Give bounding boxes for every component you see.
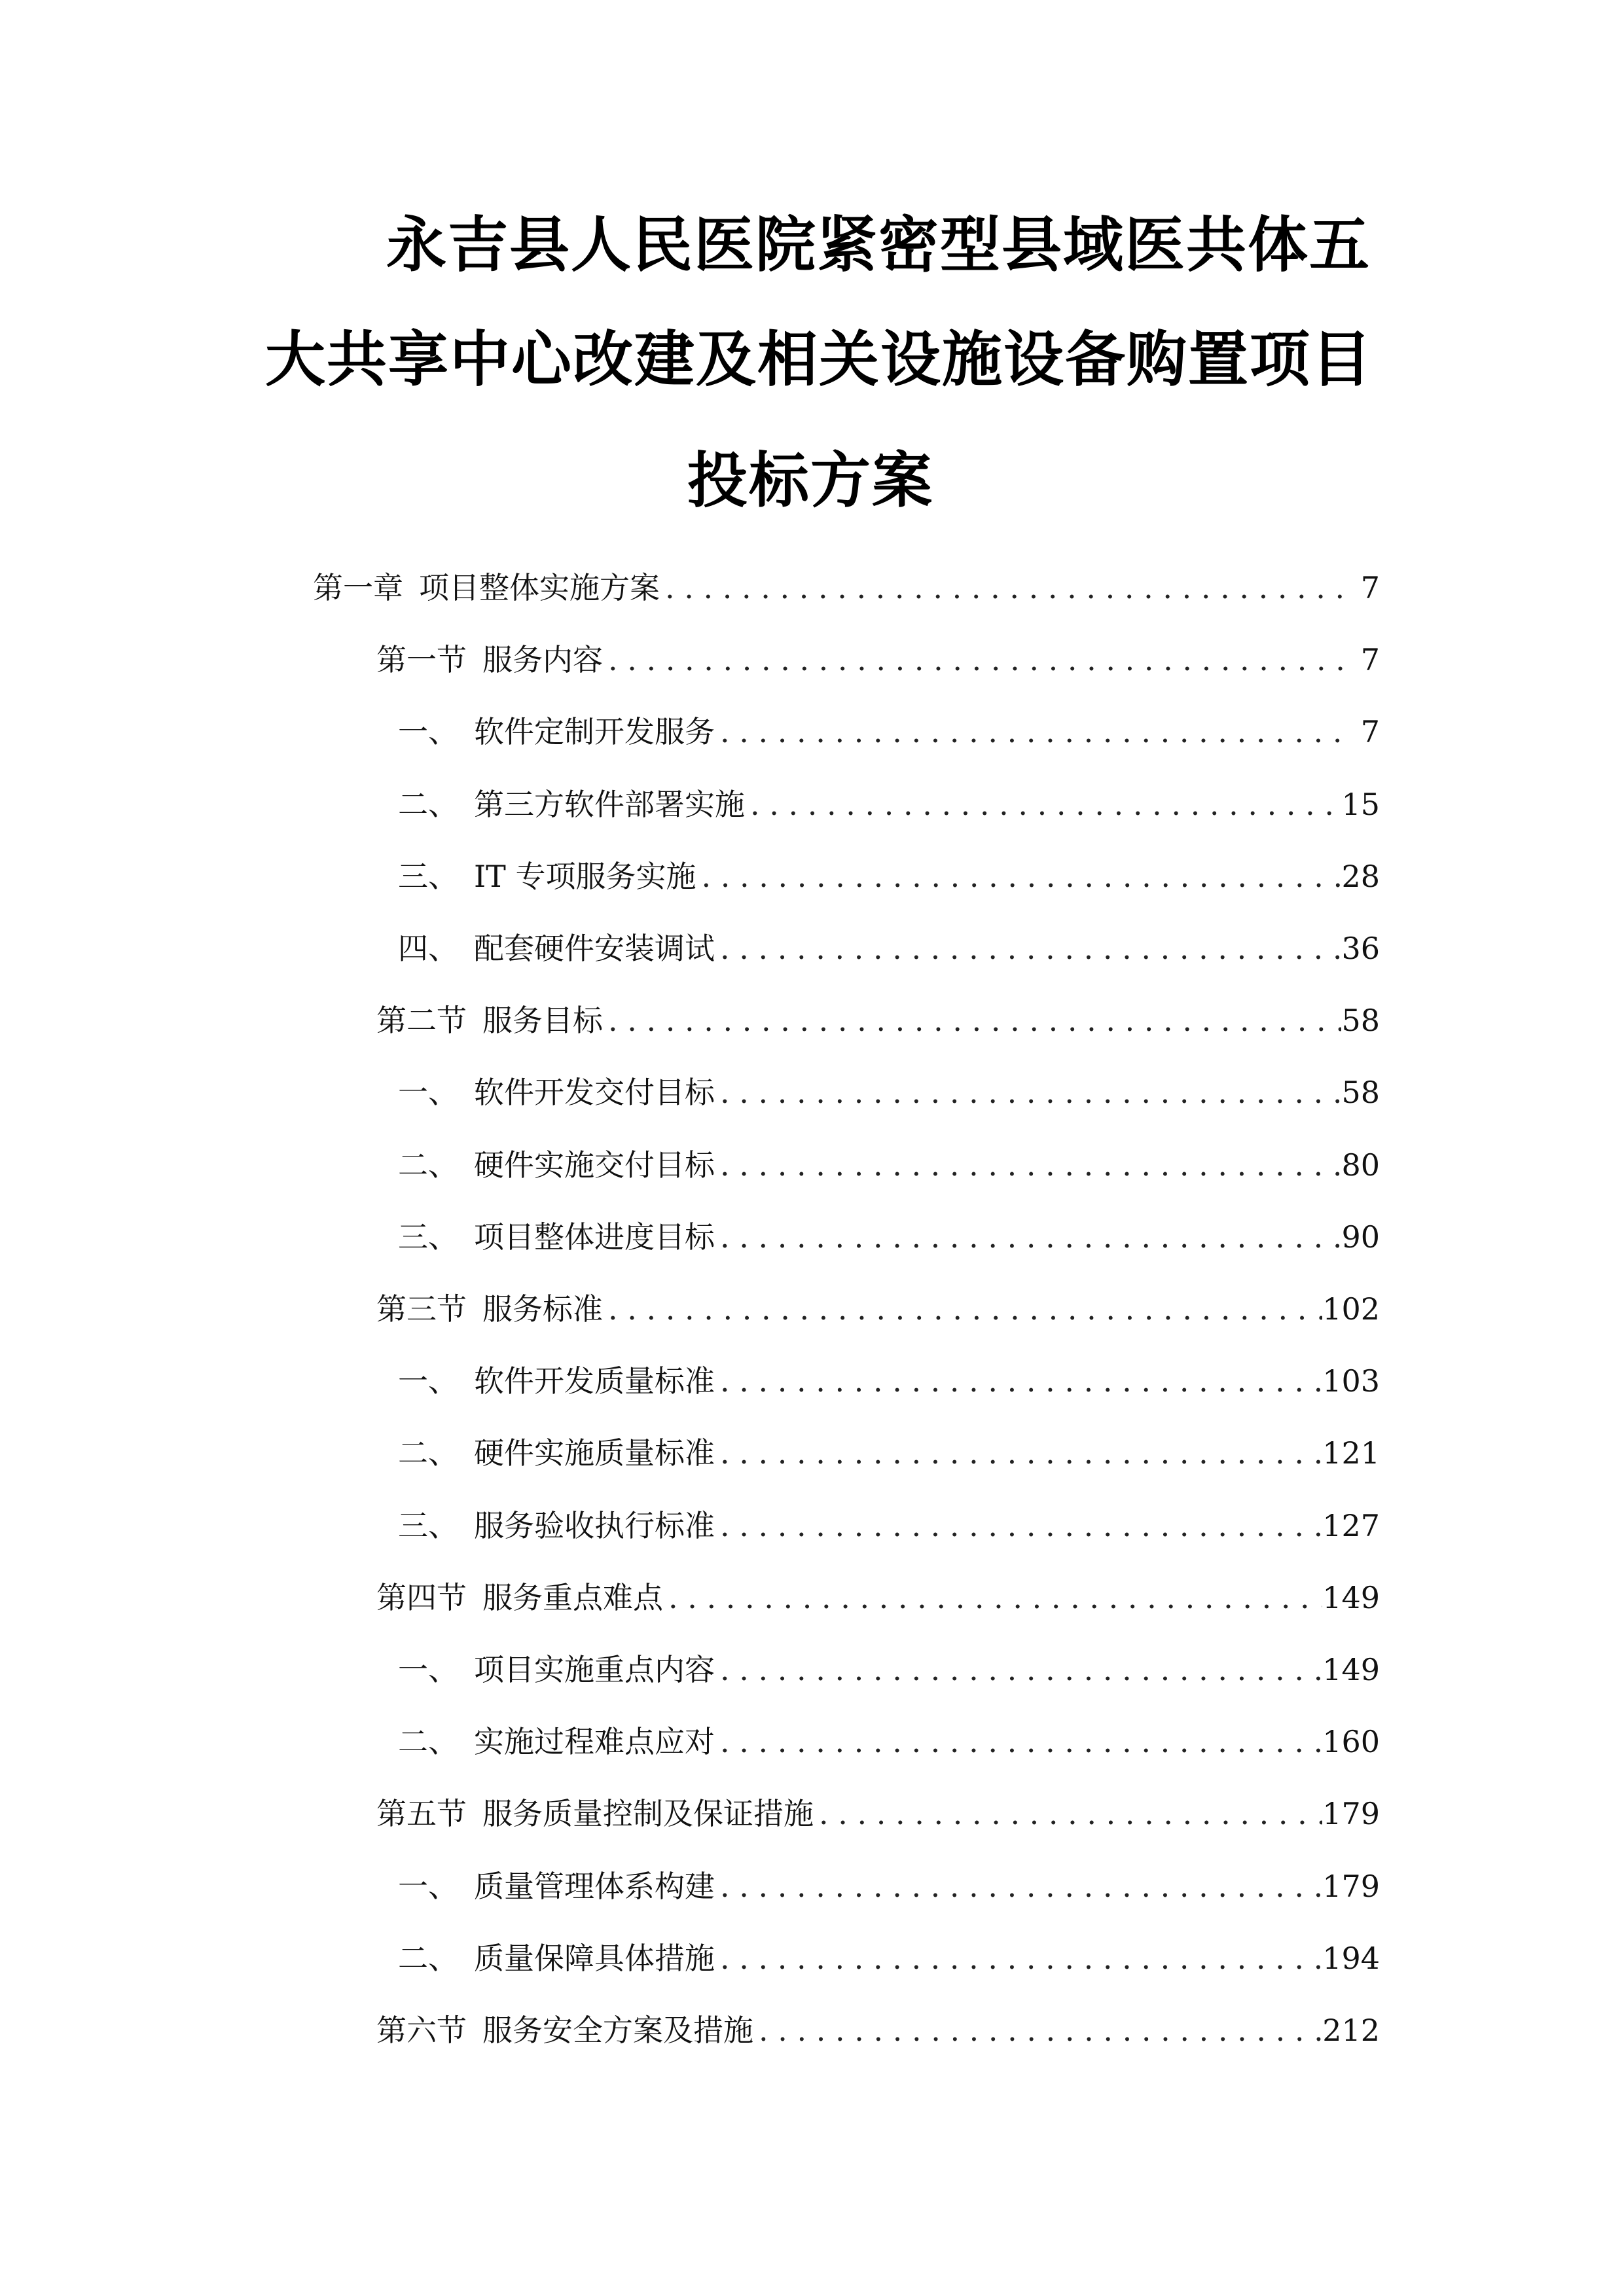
toc-entry-page-number: 36 — [1341, 931, 1380, 966]
toc-entry-page-number: 80 — [1341, 1147, 1380, 1183]
toc-entry-page-number: 15 — [1341, 787, 1380, 822]
toc-dot-leader — [715, 1715, 1322, 1768]
toc-entry[interactable] — [376, 994, 1380, 1047]
toc-entry-title: 软件开发交付目标 — [474, 1075, 715, 1110]
document-title-line-2: 大共享中心改建及相关设施设备购置项目 — [265, 325, 1373, 395]
toc-dot-leader — [603, 1283, 1322, 1335]
toc-entry-title: 软件定制开发服务 — [474, 714, 715, 749]
toc-entry[interactable] — [376, 1139, 1380, 1191]
toc-entry-page-number: 7 — [1360, 642, 1380, 677]
toc-entry[interactable] — [376, 1643, 1380, 1696]
toc-entry[interactable] — [376, 1355, 1380, 1407]
toc-entry-title: IT 专项服务实施 — [474, 859, 696, 894]
toc-entry-number: 第四节 — [376, 1580, 467, 1615]
toc-entry-title: 实施过程难点应对 — [474, 1724, 715, 1759]
toc-entry[interactable] — [376, 1787, 1380, 1840]
toc-entry-title: 第三方软件部署实施 — [474, 787, 745, 822]
toc-entry-title: 服务重点难点 — [482, 1580, 663, 1615]
toc-entry-number: 一、 — [398, 714, 458, 749]
toc-entry-page-number: 179 — [1322, 1869, 1380, 1904]
toc-entry-number: 二、 — [398, 1941, 458, 1976]
toc-entry-number: 一、 — [398, 1652, 458, 1687]
toc-entry-number: 三、 — [398, 1508, 458, 1543]
toc-dot-leader — [715, 1932, 1322, 1984]
toc-dot-leader — [696, 850, 1341, 903]
toc-entry-title: 服务验收执行标准 — [474, 1508, 715, 1543]
toc-entry-number: 一、 — [398, 1075, 458, 1110]
toc-entry-title: 项目整体进度目标 — [474, 1219, 715, 1255]
toc-dot-leader — [715, 922, 1341, 975]
toc-entry-page-number: 194 — [1322, 1941, 1380, 1976]
toc-dot-leader — [715, 1643, 1322, 1696]
toc-entry[interactable] — [376, 922, 1380, 975]
toc-dot-leader — [603, 634, 1354, 686]
toc-entry-page-number: 127 — [1322, 1508, 1380, 1543]
toc-dot-leader — [715, 1355, 1322, 1407]
document-title-line-3: 投标方案 — [687, 446, 934, 516]
toc-entry-number: 第五节 — [376, 1796, 467, 1831]
toc-dot-leader — [663, 1571, 1322, 1624]
toc-entry-page-number: 102 — [1322, 1291, 1380, 1327]
toc-entry-page-number: 212 — [1322, 2013, 1380, 2048]
toc-dot-leader — [715, 706, 1354, 758]
toc-entry[interactable] — [376, 1211, 1380, 1263]
toc-entry-page-number: 58 — [1341, 1003, 1380, 1038]
toc-entry-number: 第三节 — [376, 1291, 467, 1327]
toc-dot-leader — [715, 1427, 1322, 1479]
toc-entry[interactable] — [376, 706, 1380, 758]
toc-entry[interactable] — [376, 1427, 1380, 1479]
toc-entry[interactable] — [376, 2004, 1380, 2056]
toc-entry-title: 软件开发质量标准 — [474, 1363, 715, 1399]
toc-entry-number: 二、 — [398, 1147, 458, 1183]
toc-entry[interactable] — [376, 1499, 1380, 1552]
toc-entry-page-number: 160 — [1322, 1724, 1380, 1759]
toc-entry-title: 质量管理体系构建 — [474, 1869, 715, 1904]
toc-entry-number: 三、 — [398, 1219, 458, 1255]
toc-entry-number: 二、 — [398, 787, 458, 822]
document-title-line-1: 永吉县人民医院紧密型县域医共体五 — [386, 210, 1371, 280]
toc-entry[interactable] — [376, 634, 1380, 686]
toc-dot-leader — [715, 1139, 1341, 1191]
toc-entry-title: 硬件实施交付目标 — [474, 1147, 715, 1183]
toc-entry-title: 服务标准 — [482, 1291, 603, 1327]
toc-entry[interactable] — [376, 1860, 1380, 1912]
toc-entry-number: 第六节 — [376, 2013, 467, 2048]
toc-entry-number: 三、 — [398, 859, 458, 894]
toc-entry-number: 二、 — [398, 1435, 458, 1471]
toc-entry-page-number: 58 — [1341, 1075, 1380, 1110]
toc-entry-title: 服务质量控制及保证措施 — [482, 1796, 814, 1831]
toc-entry[interactable] — [376, 1283, 1380, 1335]
toc-dot-leader — [715, 1066, 1341, 1119]
toc-dot-leader — [603, 994, 1341, 1047]
toc-entry-title: 服务内容 — [482, 642, 603, 677]
toc-entry[interactable] — [376, 1066, 1380, 1119]
toc-entry-number: 第一节 — [376, 642, 467, 677]
toc-entry-title: 硬件实施质量标准 — [474, 1435, 715, 1471]
toc-entry-title: 项目整体实施方案 — [419, 570, 660, 605]
toc-entry-number: 一、 — [398, 1869, 458, 1904]
toc-dot-leader — [660, 562, 1354, 614]
toc-entry[interactable] — [376, 1715, 1380, 1768]
toc-dot-leader — [715, 1211, 1341, 1263]
toc-entry[interactable] — [376, 1932, 1380, 1984]
toc-dot-leader — [715, 1499, 1322, 1552]
toc-entry-page-number: 121 — [1322, 1435, 1380, 1471]
toc-entry-title: 配套硬件安装调试 — [474, 931, 715, 966]
toc-entry-title: 服务目标 — [482, 1003, 603, 1038]
toc-entry-page-number: 90 — [1341, 1219, 1380, 1255]
toc-entry-page-number: 28 — [1341, 859, 1380, 894]
toc-dot-leader — [745, 778, 1341, 831]
toc-entry-number: 第一章 — [313, 570, 403, 605]
toc-entry-page-number: 179 — [1322, 1796, 1380, 1831]
toc-dot-leader — [715, 1860, 1322, 1912]
toc-entry-number: 第二节 — [376, 1003, 467, 1038]
toc-dot-leader — [753, 2004, 1322, 2056]
toc-entry-title: 项目实施重点内容 — [474, 1652, 715, 1687]
toc-entry-number: 四、 — [398, 931, 458, 966]
toc-dot-leader — [814, 1787, 1322, 1840]
toc-entry[interactable] — [376, 778, 1380, 831]
toc-entry-page-number: 7 — [1360, 570, 1380, 605]
toc-entry-page-number: 149 — [1322, 1652, 1380, 1687]
toc-entry-title: 质量保障具体措施 — [474, 1941, 715, 1976]
toc-entry[interactable] — [376, 850, 1380, 903]
toc-entry[interactable] — [376, 1571, 1380, 1624]
toc-entry-number: 一、 — [398, 1363, 458, 1399]
toc-entry-number: 二、 — [398, 1724, 458, 1759]
toc-entry[interactable] — [313, 562, 1380, 614]
toc-entry-title: 服务安全方案及措施 — [482, 2013, 753, 2048]
toc-entry-page-number: 149 — [1322, 1580, 1380, 1615]
toc-entry-page-number: 7 — [1360, 714, 1380, 749]
toc-entry-page-number: 103 — [1322, 1363, 1380, 1399]
